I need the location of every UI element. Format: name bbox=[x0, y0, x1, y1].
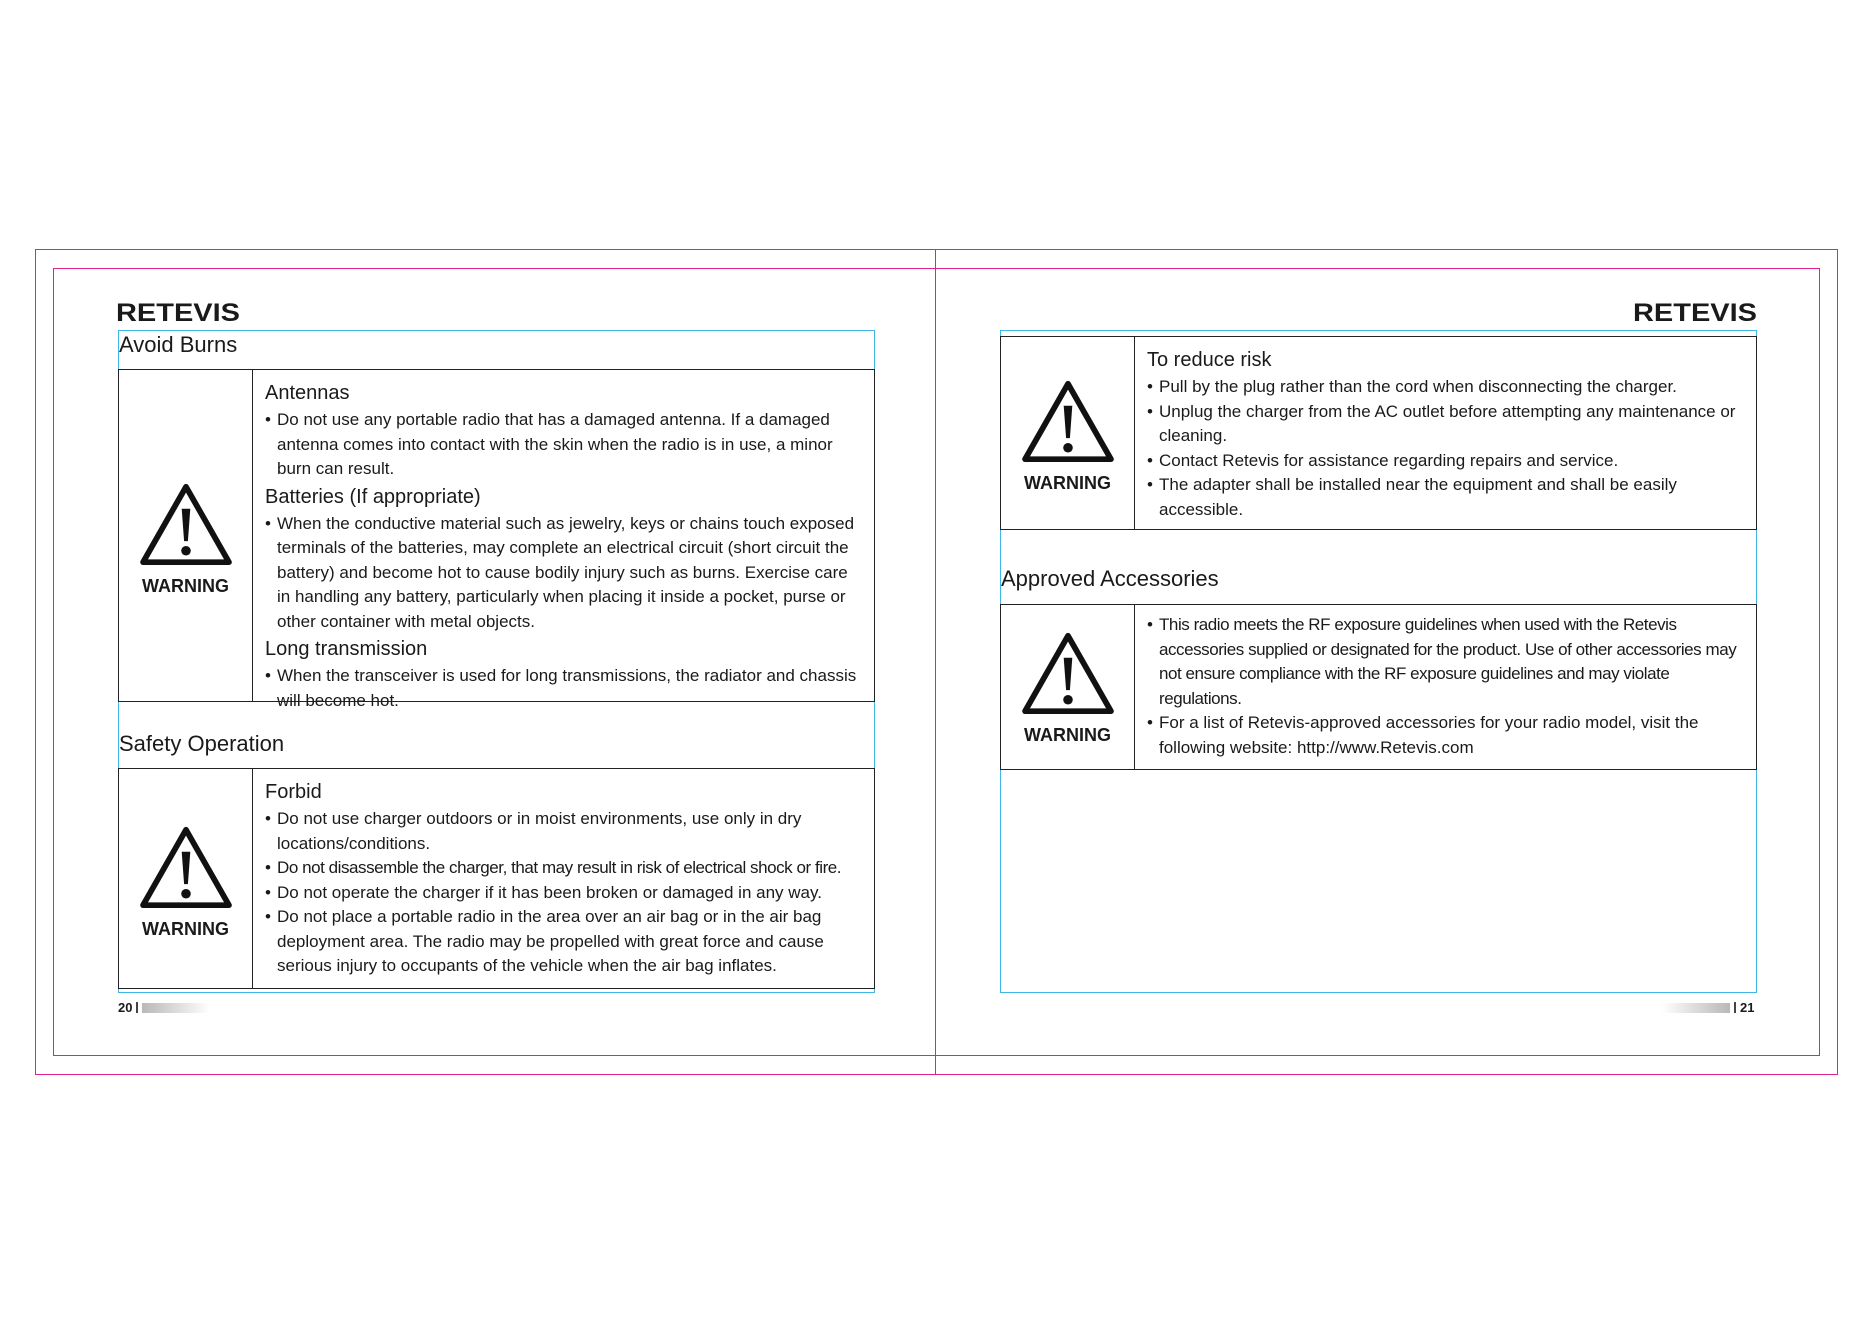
page-number: 21 bbox=[1740, 1000, 1755, 1015]
warning-label: WARNING bbox=[1024, 725, 1111, 745]
page-gradient-bar bbox=[1662, 1003, 1730, 1013]
spine-guide bbox=[935, 249, 936, 1075]
bullet-item: • Contact Retevis for assistance regarding repairs and service. bbox=[1147, 449, 1744, 474]
bullet-item: • Do not operate the charger if it has been broken or damaged in any way. bbox=[265, 881, 862, 906]
warning-content bbox=[253, 769, 874, 988]
page-separator bbox=[1734, 1002, 1736, 1013]
bullet-item: • Do not disassemble the charger, that may result in risk of electrical shock or fire. bbox=[265, 856, 862, 881]
page-number: 20 bbox=[118, 1000, 133, 1015]
warning-label: WARNING bbox=[1024, 473, 1111, 493]
subheading-batteries: Batteries (If appropriate) bbox=[265, 485, 481, 508]
page-separator bbox=[136, 1002, 138, 1013]
page-number-left bbox=[118, 1000, 210, 1015]
warning-content bbox=[1135, 337, 1756, 529]
warning-content bbox=[1135, 605, 1756, 769]
warning-content bbox=[253, 370, 874, 710]
bullet-item: • Unplug the charger from the AC outlet before attempting any maintenance or cleaning. bbox=[1147, 400, 1744, 449]
subheading-long-transmission: Long transmission bbox=[265, 638, 428, 660]
retevis-logo bbox=[1633, 298, 1757, 324]
warning-cell bbox=[1001, 337, 1135, 529]
bullet-list bbox=[265, 664, 862, 713]
bullet-item: • This radio meets the RF exposure guidelines when used with the Retevis accessories supplied or designated for the product. Use of other accessories may not ensure compliance with the RF exposure guidelines and may violate regulations. bbox=[1147, 613, 1744, 711]
bullet-list bbox=[265, 512, 862, 635]
bullet-list bbox=[1147, 375, 1744, 522]
bullet-item: • When the conductive material such as jewelry, keys or chains touch exposed terminals of the batteries, may complete an electrical circuit (short circuit the battery) and become hot to cause bodily injury such as burns. Exercise care in handling any battery, particularly when placing it inside a pocket, purse or other container with metal objects. bbox=[265, 512, 862, 635]
warning-box-avoid-burns bbox=[118, 369, 875, 710]
subheading-antennas: Antennas bbox=[265, 382, 350, 404]
section-title-avoid-burns: Avoid Burns bbox=[119, 332, 238, 357]
warning-cell bbox=[119, 370, 253, 701]
warning-triangle-icon bbox=[138, 482, 234, 566]
warning-cell bbox=[1001, 605, 1135, 769]
bullet-item: • Do not place a portable radio in the area over an air bag or in the air bag deployment area. The radio may be propelled with great force and cause serious injury to occupants of the vehicle when the air bag inflates. bbox=[265, 905, 862, 979]
warning-label: WARNING bbox=[142, 919, 229, 939]
bullet-item: • The adapter shall be installed near the equipment and shall be easily accessible. bbox=[1147, 473, 1744, 522]
retevis-logo bbox=[116, 298, 240, 324]
warning-triangle-icon bbox=[1020, 631, 1116, 715]
page-gradient-bar bbox=[142, 1003, 210, 1013]
bullet-item: • Do not use any portable radio that has a damaged antenna. If a damaged antenna comes into contact with the skin when the radio is in use, a minor burn can result. bbox=[265, 408, 862, 482]
page-number-right bbox=[1662, 1000, 1754, 1015]
warning-box-approved-accessories bbox=[1000, 604, 1757, 770]
bullet-item: • Do not use charger outdoors or in moist environments, use only in dry locations/conditions. bbox=[265, 807, 862, 856]
bullet-list bbox=[265, 408, 862, 482]
section-title-approved-accessories: Approved Accessories bbox=[1001, 566, 1219, 591]
bullet-list bbox=[1147, 613, 1744, 760]
warning-box-safety-operation bbox=[118, 768, 875, 989]
warning-triangle-icon bbox=[138, 825, 234, 909]
subheading-forbid: Forbid bbox=[265, 781, 322, 803]
warning-triangle-icon bbox=[1020, 379, 1116, 463]
subheading-reduce-risk: To reduce risk bbox=[1147, 349, 1272, 371]
section-title-safety-operation: Safety Operation bbox=[119, 731, 285, 756]
bullet-item: • When the transceiver is used for long transmissions, the radiator and chassis will become hot. bbox=[265, 664, 862, 713]
svg-text:RETEVIS: RETEVIS bbox=[116, 299, 240, 324]
bullet-item: • For a list of Retevis-approved accessories for your radio model, visit the following website: http://www.Retevis.com bbox=[1147, 711, 1744, 760]
warning-cell bbox=[119, 769, 253, 988]
warning-box-reduce-risk bbox=[1000, 336, 1757, 530]
bullet-item: • Pull by the plug rather than the cord when disconnecting the charger. bbox=[1147, 375, 1744, 400]
bullet-list bbox=[265, 807, 862, 979]
warning-label: WARNING bbox=[142, 576, 229, 596]
svg-text:RETEVIS: RETEVIS bbox=[1633, 299, 1757, 324]
